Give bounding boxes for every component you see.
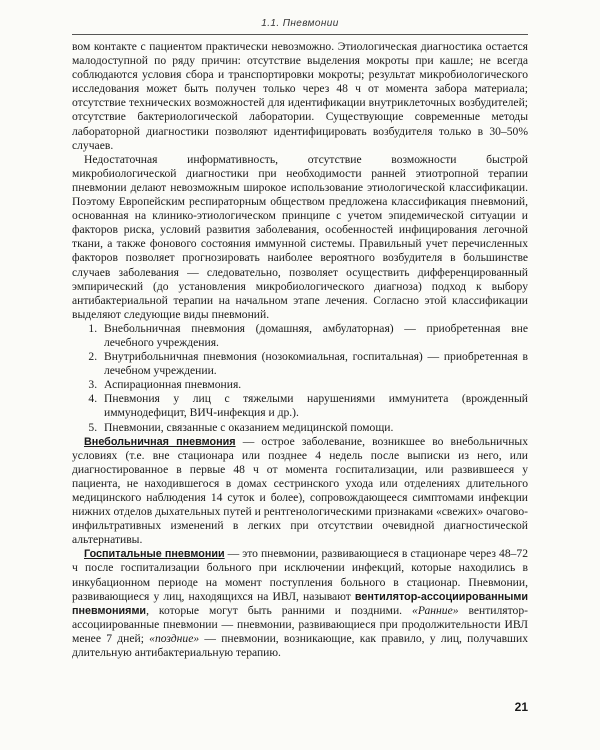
list-item: 1. Внебольничная пневмония (домашняя, амбулаторная) — приобретенная вне лечебного учреждения.	[100, 322, 528, 350]
hospital-definition-part1: — это пневмонии, развивающиеся в стационаре через 48–72 ч после госпитализации больного при исключении инфекций, которые находились в инкубационном периоде на момент поступления больного в стационар. Пневмонии, развивающиеся у лиц, находящихся на ИВЛ, называют	[72, 547, 529, 603]
term-ventilator-associated: вентилятор-ассоциированными пневмониями	[72, 590, 528, 617]
paragraph-etiology: вом контакте с пациентом практически невозможно. Этиологическая диагностика остается малодоступной по ряду причин: отсутствие выделения мокроты при кашле; не всегда соблюдаются условия сбора и транспортировки мокроты; результат микробиологического исследования может быть получен только через 48 ч от момента забора материала; отсутствие технических возможностей для идентификации внутриклеточных возбудителей; отсутствие бактериологической лаборатории. Существующие современные методы лабораторной диагностики позволяют идентифицировать возбудителя только в 30–50% случаев.	[72, 40, 528, 152]
page-number: 21	[514, 700, 528, 714]
paragraph-hospital-acquired	[72, 547, 528, 660]
hospital-definition-part4: — пневмонии, возникающие, как правило, у лиц, получавших длительную антибактериальную терапию.	[72, 631, 528, 660]
term-hospital-acquired: Госпитальные пневмонии	[84, 548, 225, 561]
term-late: «поздние»	[149, 631, 200, 645]
hospital-definition-part2: , которые могут быть ранними и поздними.	[146, 603, 413, 617]
page-body	[72, 40, 528, 660]
list-item: 3. Аспирационная пневмония.	[100, 378, 528, 392]
pneumonia-types-list	[72, 322, 528, 435]
list-item: 2. Внутрибольничная пневмония (нозокомиальная, госпитальная) — приобретенная в лечебном учреждении.	[100, 350, 528, 378]
term-community-acquired: Внебольничная пневмония	[84, 435, 236, 448]
list-item: 4. Пневмония у лиц с тяжелыми нарушениями иммунитета (врожденный иммунодефицит, ВИЧ-инфекция и др.).	[100, 392, 528, 420]
term-early: «Ранние»	[412, 603, 459, 617]
paragraph-classification: Недостаточная информативность, отсутствие возможности быстрой микробиологической диагностики при необходимости ранней этиотропной терапии пневмонии делают невозможным широкое использование этиологической классификации. Поэтому Европейским респираторным обществом предложена классификация пневмоний, основанная на клинико-этиологическом принципе с учетом эпидемической ситуации и факторов риска, условий развития заболевания, особенностей инфицирования легочной ткани, а также фонового состояния иммунной системы. Правильный учет перечисленных факторов позволяет прогнозировать наиболее вероятного возбудителя в большинстве случаев заболевания — следовательно, позволяет осуществить дифференцированный эмпирический (до установления микробиологического диагноза) подход к выбору антибактериальной терапии на начальном этапе лечения. Согласно этой классификации выделяют следующие виды пневмоний.	[72, 152, 528, 321]
running-title: 1.1. Пневмонии	[261, 18, 339, 29]
hospital-definition-part3: вентилятор-ассоциированные пневмонии — пневмонии, развивающиеся при продолжительности ИВЛ менее 7 дней;	[72, 603, 528, 645]
list-item: 5. Пневмонии, связанные с оказанием медицинской помощи.	[100, 421, 528, 435]
community-definition: — острое заболевание, возникшее во внебольничных условиях (т.е. вне стационара или позднее 4 недель после выписки из него, или диагностированное в первые 48 ч от момента госпитализации, или развившееся у пациента, не находившегося в домах сестринского ухода или отделениях длительного медицинского наблюдения 14 суток и более), сопровождающееся симптомами инфекции нижних отделов дыхательных путей и рентгенологическими признаками «свежих» очагово-инфильтративных изменений в легких при отсутствии очевидной диагностической альтернативы.	[72, 434, 528, 547]
paragraph-community-acquired	[72, 435, 528, 548]
running-header	[72, 18, 528, 35]
